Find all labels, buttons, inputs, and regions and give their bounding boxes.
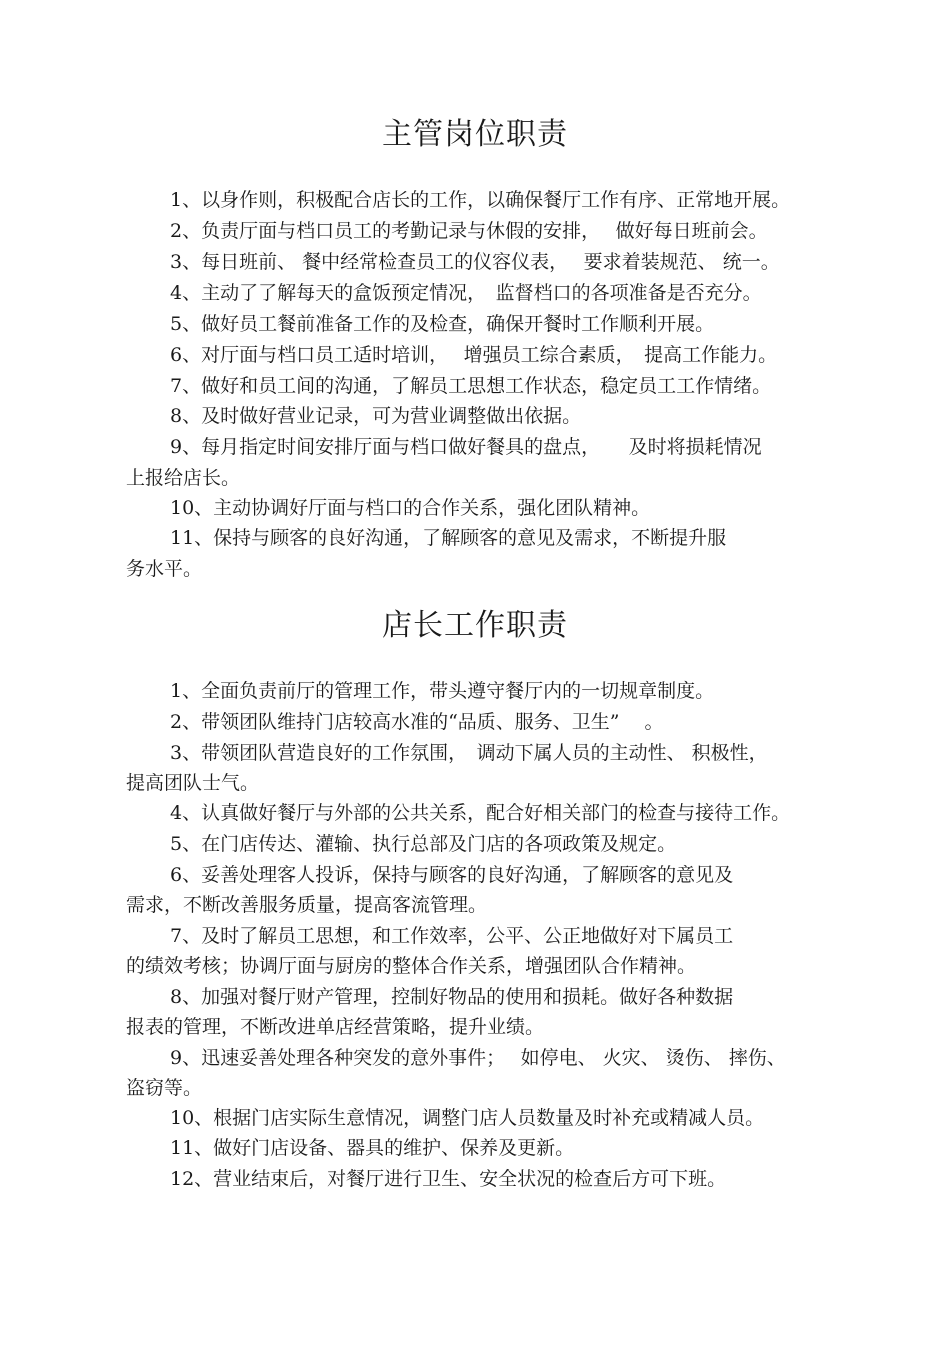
supervisor-duty-9: 9、每月指定时间安排厅面与档口做好餐具的盘点， 及时将损耗情况 (170, 436, 762, 458)
manager-duty-3-cont: 提高团队士气。 (126, 772, 260, 794)
supervisor-duty-11: 11、保持与顾客的良好沟通，了解顾客的意见及需求，不断提升服 (170, 527, 727, 549)
manager-duty-8-cont: 报表的管理，不断改进单店经营策略，提升业绩。 (126, 1016, 545, 1038)
manager-duty-8: 8、加强对餐厅财产管理，控制好物品的使用和损耗。做好各种数据 (170, 986, 734, 1008)
supervisor-duty-9-cont: 上报给店长。 (126, 467, 241, 489)
manager-duty-2: 2、带领团队维持门店较高水准的“品质、服务、卫生” 。 (170, 711, 664, 733)
manager-duty-11: 11、做好门店设备、器具的维护、保养及更新。 (170, 1137, 575, 1159)
manager-duty-9: 9、迅速妥善处理各种突发的意外事件； 如停电、 火灾、 烫伤、 摔伤、 (170, 1047, 786, 1069)
supervisor-duty-8: 8、及时做好营业记录，可为营业调整做出依据。 (170, 405, 582, 427)
manager-duty-12: 12、营业结束后，对餐厅进行卫生、安全状况的检查后方可下班。 (170, 1168, 727, 1190)
supervisor-duty-1: 1、以身作则，积极配合店长的工作，以确保餐厅工作有序、正常地开展。 (170, 189, 791, 211)
manager-duty-9-cont: 盗窃等。 (126, 1077, 203, 1099)
supervisor-duty-10: 10、主动协调好厅面与档口的合作关系，强化团队精神。 (170, 497, 651, 519)
supervisor-duty-11-cont: 务水平。 (126, 558, 203, 580)
manager-duty-7-cont: 的绩效考核；协调厅面与厨房的整体合作关系，增强团队合作精神。 (126, 955, 697, 977)
supervisor-duty-2: 2、负责厅面与档口员工的考勤记录与休假的安排， 做好每日班前会。 (170, 220, 768, 242)
manager-duty-5: 5、在门店传达、灌输、执行总部及门店的各项政策及规定。 (170, 833, 677, 855)
supervisor-duty-5: 5、做好员工餐前准备工作的及检查，确保开餐时工作顺利开展。 (170, 313, 715, 335)
supervisor-duty-4: 4、主动了了解每天的盒饭预定情况， 监督档口的各项准备是否充分。 (170, 282, 762, 304)
supervisor-duty-3: 3、每日班前、 餐中经常检查员工的仪容仪表， 要求着装规范、 统一。 (170, 251, 780, 273)
manager-duty-6-cont: 需求，不断改善服务质量，提高客流管理。 (126, 894, 488, 916)
manager-duty-1: 1、全面负责前厅的管理工作，带头遵守餐厅内的一切规章制度。 (170, 680, 715, 702)
supervisor-duty-7: 7、做好和员工间的沟通，了解员工思想工作状态，稳定员工工作情绪。 (170, 375, 772, 397)
manager-duty-10: 10、根据门店实际生意情况，调整门店人员数量及时补充或精减人员。 (170, 1107, 765, 1129)
section-title-store-manager: 店长工作职责 (382, 608, 568, 643)
manager-duty-4: 4、认真做好餐厅与外部的公共关系，配合好相关部门的检查与接待工作。 (170, 802, 791, 824)
manager-duty-7: 7、及时了解员工思想，和工作效率，公平、公正地做好对下属员工 (170, 925, 734, 947)
supervisor-duty-6: 6、对厅面与档口员工适时培训， 增强员工综合素质， 提高工作能力。 (170, 344, 778, 366)
manager-duty-6: 6、妥善处理客人投诉，保持与顾客的良好沟通，了解顾客的意见及 (170, 864, 734, 886)
section-title-supervisor: 主管岗位职责 (382, 117, 568, 152)
manager-duty-3: 3、带领团队营造良好的工作氛围， 调动下属人员的主动性、 积极性， (170, 742, 768, 764)
